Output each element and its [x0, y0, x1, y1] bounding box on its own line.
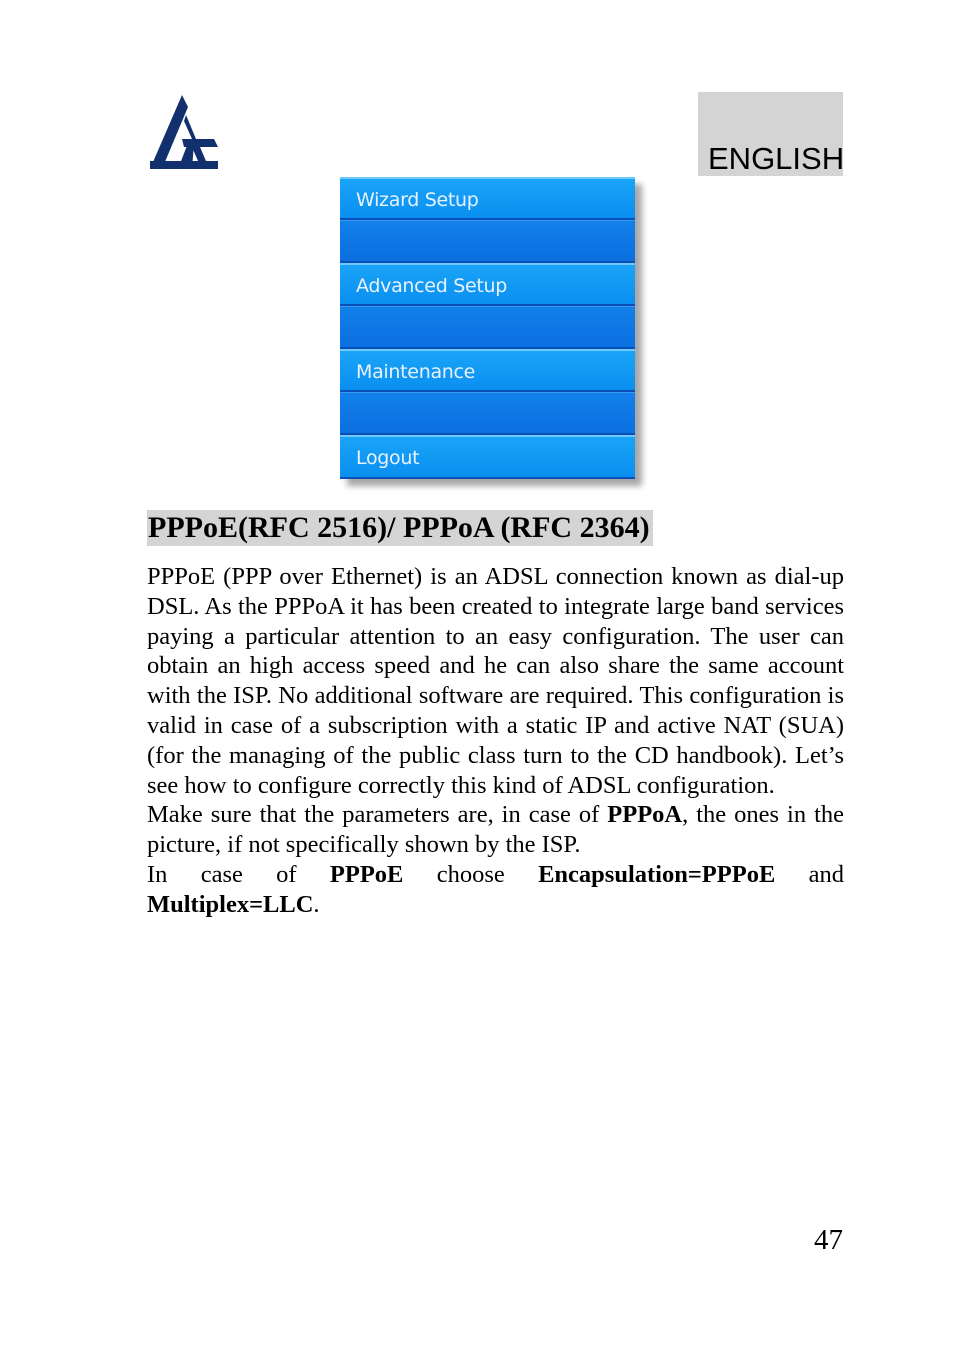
menu-separator: [340, 306, 635, 349]
paragraph-intro: PPPoE (PPP over Ethernet) is an ADSL connection known as dial-up DSL. As the PPPoA it has been created to integrate large band services paying a particular attention to an easy configuration. The user can obtain an high access speed and he can also share the same account with the ISP. No additional software are required. This configuration is valid in case of a subscription with a static IP and active NAT (SUA) (for the managing of the public class turn to the CD handbook). Let’s see how to configure correctly this kind of ADSL configuration.: [147, 563, 844, 799]
menu-item-label: Advanced Setup: [356, 275, 507, 297]
paragraph-pppoa: Make sure that the parameters are, in case of PPPoA, the ones in the picture, if not specifically shown by the ISP.: [147, 801, 845, 859]
router-menu-screenshot: [340, 177, 635, 479]
menu-separator: [340, 220, 635, 263]
paragraph-pppoe: In case of PPPoE choose Encapsulation=PPPoE and Multiplex=LLC.: [147, 860, 844, 918]
menu-separator: [340, 392, 635, 435]
language-tab: [698, 92, 843, 176]
language-label: ENGLISH: [708, 141, 845, 176]
menu-item-logout[interactable]: [340, 435, 635, 479]
menu-item-label: Logout: [356, 447, 420, 469]
menu-item-label: Wizard Setup: [356, 189, 479, 211]
section-title: PPPoE(RFC 2516)/ PPPoA (RFC 2364): [147, 510, 653, 546]
menu-item-advanced-setup[interactable]: [340, 263, 635, 306]
menu-item-label: Maintenance: [356, 361, 476, 383]
body-text: [147, 562, 844, 920]
atlantis-a-logo-icon: [148, 93, 220, 171]
menu-item-maintenance[interactable]: [340, 349, 635, 392]
menu-item-wizard-setup[interactable]: [340, 177, 635, 220]
page-number: 47: [814, 1224, 843, 1256]
